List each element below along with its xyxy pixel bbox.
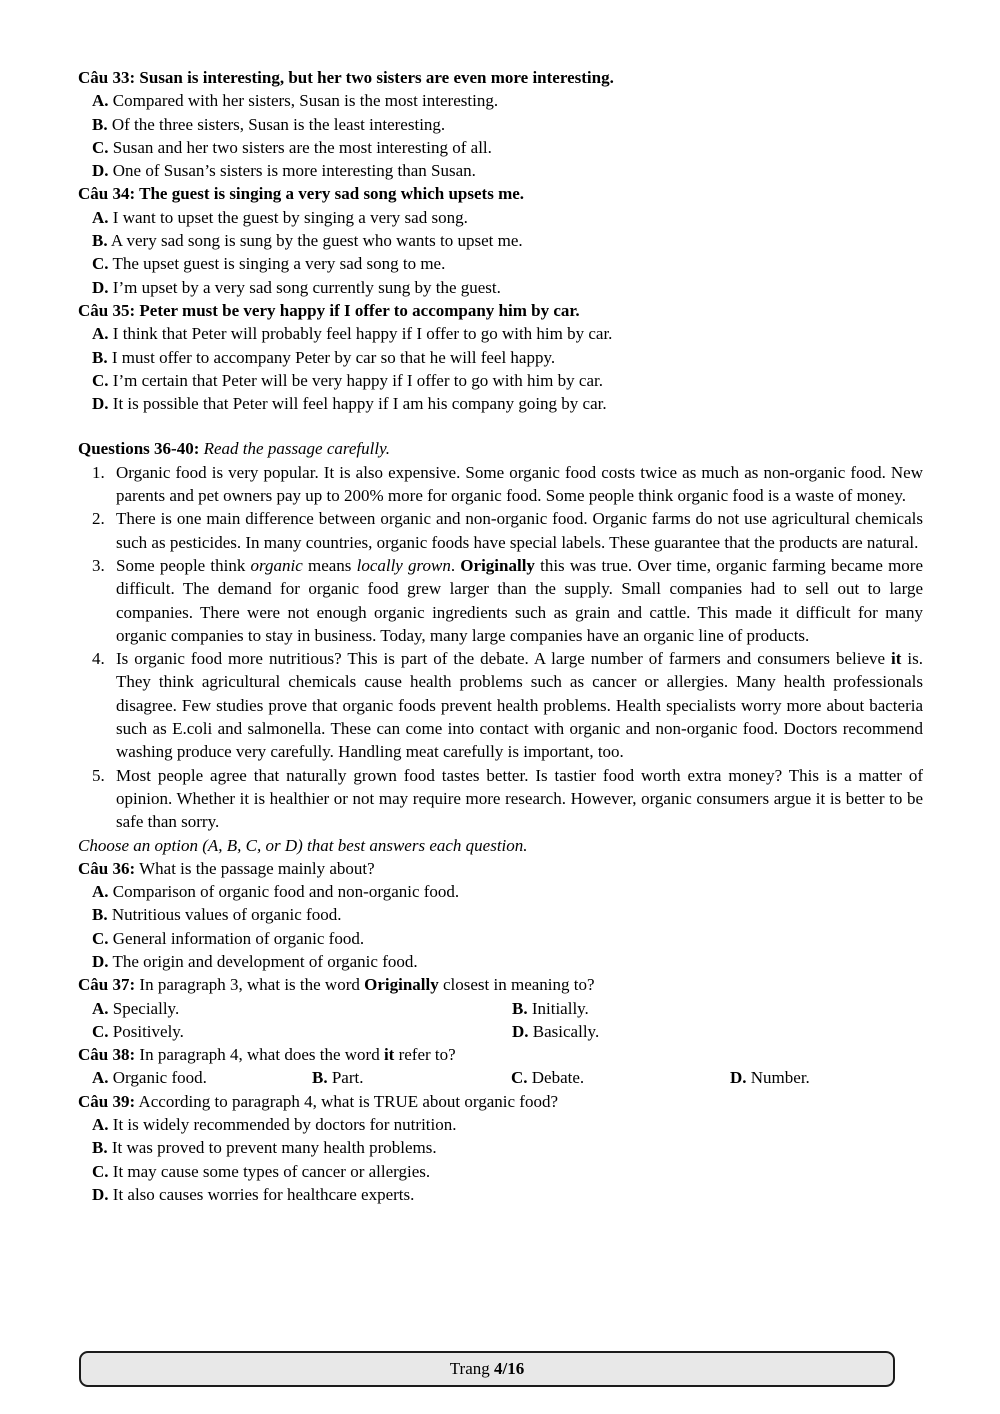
option-text: Nutritious values of organic food. [111, 905, 342, 925]
option-letter: C. [92, 1161, 109, 1181]
question-34-option-c [78, 252, 923, 275]
question-36-option-d [78, 950, 923, 973]
text-segment: is. They think agricultural chemicals cause health problems such as cancer or allergies. Many health professionals disagree. Few studies prove that organic foods prevent health problems. Health specialists worry more about bacteria such as E.coli and salmonella. These can come into contact with organic and non-organic food. Doctors recommend washing produce very carefully. Handling meat carefully is important, too. [116, 649, 923, 762]
passage-paragraph-4 [78, 647, 923, 763]
option-letter: C. [92, 928, 109, 948]
text-segment: refer to? [394, 1045, 456, 1065]
option-letter: A. [92, 1068, 109, 1088]
passage-paragraph-1 [78, 461, 923, 508]
paragraph-number: 5. [92, 765, 105, 785]
option-letter: C. [92, 254, 109, 274]
option-letter: B. [92, 905, 108, 925]
option-text: Of the three sisters, Susan is the least interesting. [111, 114, 446, 134]
question-39-option-a [78, 1113, 923, 1136]
option-letter: D. [512, 1021, 529, 1041]
question-36-prompt: What is the passage mainly about? [139, 858, 375, 878]
question-39-label: Câu 39: [78, 1091, 136, 1111]
paragraph-text [116, 554, 923, 647]
paragraph-number: 2. [92, 509, 105, 529]
question-35-label: Câu 35: [78, 300, 136, 320]
question-37-option-b [512, 997, 923, 1020]
question-39-option-b [78, 1136, 923, 1159]
text-segment: means [302, 555, 357, 575]
question-34-header [78, 182, 923, 205]
question-34-option-a [78, 206, 923, 229]
reading-section-heading [78, 437, 923, 460]
question-36-header [78, 857, 923, 880]
question-33-prompt: Susan is interesting, but her two sisters are even more interesting. [139, 68, 614, 87]
option-letter: D. [92, 394, 109, 414]
question-37-option-a [92, 997, 512, 1020]
option-text: The upset guest is singing a very sad song to me. [112, 254, 446, 274]
question-35-header [78, 299, 923, 322]
bold-word-originally: Originally [364, 975, 439, 995]
paragraph-text: Organic food is very popular. It is also expensive. Some organic food costs twice as much as non-organic food. New parents and pet owners pay up to 200% more for organic food. Some people think organic food is a waste of money. [116, 462, 923, 506]
option-text: I want to upset the guest by singing a very sad song. [112, 207, 468, 227]
option-text: Compared with her sisters, Susan is the most interesting. [112, 91, 499, 111]
question-34-option-b [78, 229, 923, 252]
bold-word-originally: Originally [460, 555, 535, 575]
option-text: Susan and her two sisters are the most interesting of all. [112, 137, 492, 157]
option-text: Organic food. [112, 1068, 207, 1088]
option-letter: D. [92, 951, 109, 971]
option-text: Initially. [531, 998, 589, 1018]
option-text: Specially. [112, 998, 180, 1018]
question-33-option-a [78, 89, 923, 112]
option-text: It also causes worries for healthcare experts. [112, 1184, 415, 1204]
question-39-header [78, 1090, 923, 1113]
option-text: It was proved to prevent many health problems. [111, 1138, 437, 1158]
text-segment: closest in meaning to? [438, 975, 595, 995]
option-text: I’m upset by a very sad song currently sung by the guest. [112, 277, 501, 297]
question-38-option-b [312, 1066, 511, 1089]
italic-word-organic: organic [250, 555, 303, 575]
text-segment: In paragraph 3, what is the word [139, 975, 365, 995]
option-text: The origin and development of organic food. [112, 951, 418, 971]
question-36-option-b [78, 903, 923, 926]
text-segment: . [450, 555, 461, 575]
question-37-option-d [512, 1020, 923, 1043]
option-letter: C. [92, 137, 109, 157]
option-letter: B. [512, 998, 528, 1018]
option-text: Basically. [532, 1021, 600, 1041]
text-segment: Some people think [116, 555, 251, 575]
option-letter: D. [92, 277, 109, 297]
option-letter: B. [312, 1068, 328, 1088]
option-text: It is possible that Peter will feel happy if I am his company going by car. [112, 394, 607, 414]
page-content [78, 66, 923, 1206]
reading-heading-label: Questions 36-40: [78, 439, 200, 459]
passage-paragraph-5 [78, 764, 923, 834]
paragraph-text: There is one main difference between organic and non-organic food. Organic farms do not use agricultural chemicals such as pesticides. In many countries, organic foods have special labels. These guarantee that the products are natural. [116, 509, 923, 552]
text-segment: In paragraph 4, what does the word [139, 1045, 384, 1065]
option-letter: B. [92, 114, 108, 134]
question-37-prompt [139, 975, 594, 994]
option-text: Comparison of organic food and non-organic food. [112, 882, 460, 902]
question-35-option-c [78, 369, 923, 392]
option-letter: C. [92, 370, 109, 390]
italic-phrase-locally-grown: locally grown [356, 555, 451, 575]
option-text: It is widely recommended by doctors for nutrition. [112, 1115, 457, 1135]
question-39-prompt: According to paragraph 4, what is TRUE about organic food? [138, 1091, 559, 1111]
option-text: General information of organic food. [112, 928, 365, 948]
option-letter: B. [92, 347, 108, 367]
option-letter: C. [92, 1021, 109, 1041]
question-35-option-d [78, 392, 923, 415]
option-letter: B. [92, 1138, 108, 1158]
question-35-option-a [78, 322, 923, 345]
passage-paragraph-2 [78, 507, 923, 554]
question-38-prompt [139, 1045, 455, 1064]
option-letter: A. [92, 91, 109, 111]
question-38-header [78, 1043, 923, 1066]
question-33-header [78, 66, 923, 89]
question-38-option-c [511, 1066, 730, 1089]
option-text: Debate. [531, 1068, 585, 1088]
option-text: I’m certain that Peter will be very happy if I offer to go with him by car. [112, 370, 603, 390]
question-36-option-c [78, 927, 923, 950]
question-36-label: Câu 36: [78, 858, 136, 878]
question-34-option-d [78, 276, 923, 299]
question-37-label: Câu 37: [78, 975, 136, 995]
question-33-label: Câu 33: [78, 68, 136, 87]
question-35-option-b [78, 346, 923, 369]
paragraph-text [116, 647, 923, 763]
option-letter: A. [92, 882, 109, 902]
bold-word-it: it [383, 1045, 395, 1065]
passage-paragraph-3 [78, 554, 923, 647]
option-letter: D. [92, 161, 109, 181]
option-letter: A. [92, 998, 109, 1018]
question-36-option-a [78, 880, 923, 903]
option-letter: B. [92, 231, 108, 251]
paragraph-number: 4. [92, 649, 105, 669]
question-37-header [78, 973, 923, 996]
option-letter: D. [730, 1068, 747, 1088]
option-letter: A. [92, 1115, 109, 1135]
option-letter: A. [92, 207, 109, 227]
question-34-prompt: The guest is singing a very sad song which upsets me. [139, 184, 525, 204]
footer-page-number: 4/16 [494, 1359, 525, 1379]
question-34-label: Câu 34: [78, 184, 136, 204]
footer-label: Trang [449, 1359, 490, 1379]
option-text: I think that Peter will probably feel happy if I offer to go with him by car. [112, 324, 613, 344]
option-text: I must offer to accompany Peter by car so that he will feel happy. [111, 347, 556, 367]
reading-heading-note: Read the passage carefully. [203, 439, 390, 459]
question-33-option-d [78, 159, 923, 182]
paragraph-number: 3. [92, 555, 105, 575]
bold-word-it: it [891, 649, 902, 669]
question-33-option-b [78, 113, 923, 136]
question-37-options [78, 997, 923, 1044]
question-39-option-c [78, 1160, 923, 1183]
option-text: It may cause some types of cancer or allergies. [112, 1161, 431, 1181]
option-letter: D. [92, 1184, 109, 1204]
question-38-label: Câu 38: [78, 1045, 136, 1065]
text-segment: Is organic food more nutritious? This is part of the debate. A large number of farmers and consumers believe [116, 649, 892, 669]
page-footer [79, 1351, 895, 1387]
option-letter: A. [92, 324, 109, 344]
option-text: Number. [750, 1068, 810, 1088]
option-text: One of Susan’s sisters is more interesting than Susan. [112, 161, 476, 181]
reading-instruction: Choose an option (A, B, C, or D) that best answers each question. [78, 835, 528, 855]
question-38-option-a [92, 1066, 312, 1089]
option-text: Part. [331, 1068, 364, 1088]
option-letter: C. [511, 1068, 528, 1088]
question-39-option-d [78, 1183, 923, 1206]
paragraph-text: Most people agree that naturally grown food tastes better. Is tastier food worth extra money? This is a matter of opinion. Whether it is healthier or not may require more research. However, organic consumers argue it is better to be safe than sorry. [116, 765, 923, 832]
question-33-option-c [78, 136, 923, 159]
text-segment: this was true. Over time, organic farming became more difficult. The demand for organic food grew larger than the supply. Small companies had to sell out to large companies. There were not enough organic ingredients such as grain and cattle. This made it difficult for many organic companies to stay in business. Today, many large companies have an organic line of products. [116, 555, 923, 645]
question-38-options [78, 1066, 923, 1089]
question-38-option-d [730, 1066, 923, 1089]
question-35-prompt: Peter must be very happy if I offer to accompany him by car. [139, 300, 580, 320]
option-text: Positively. [112, 1021, 184, 1041]
option-text: A very sad song is sung by the guest who wants to upset me. [110, 231, 523, 251]
question-37-option-c [92, 1020, 512, 1043]
paragraph-number: 1. [92, 462, 105, 482]
